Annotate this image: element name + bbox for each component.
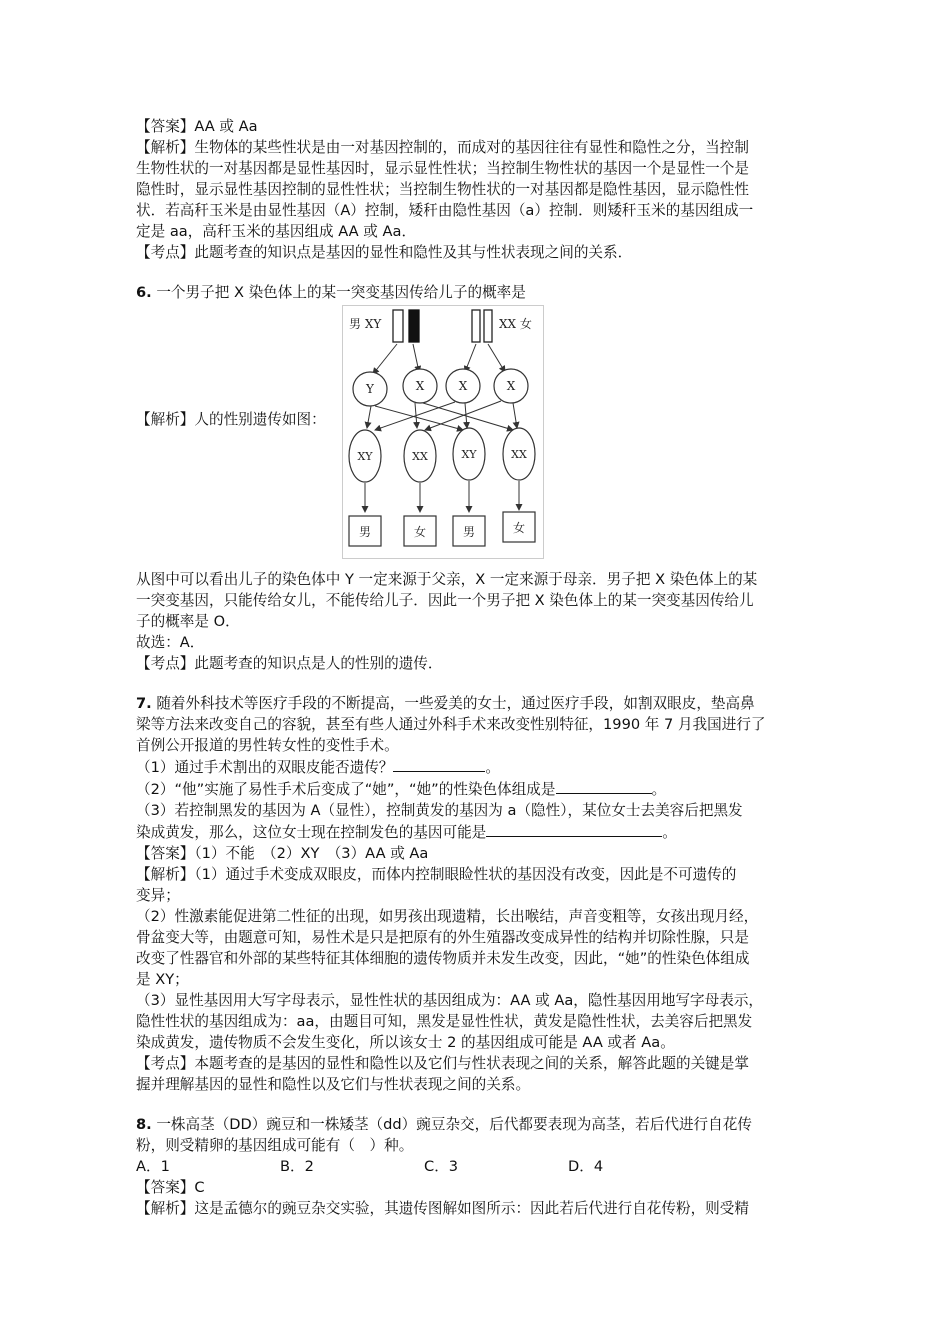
q7-analysis-line: 是 XY； bbox=[136, 971, 189, 988]
q6-choice: 故选：A． bbox=[136, 634, 205, 651]
q5-analysis-line: 生物性状的一对基因都是显性基因时，显示显性性状；当控制生物性状的基因一个是显性一个是 bbox=[136, 160, 749, 177]
q7-sub2-text: （2）“他”实施了易性手术后变成了“她”，“她”的性染色体组成是 bbox=[136, 781, 556, 798]
answer-blank bbox=[393, 756, 485, 772]
document-content bbox=[136, 116, 826, 1219]
q7-analysis-line: 改变了性器官和外部的某些特征其体细胞的遗传物质并未发生改变，因此，“她”的性染色体组成 bbox=[136, 950, 750, 967]
q5-answer: 【答案】AA 或 Aa bbox=[136, 118, 258, 135]
answer-blank bbox=[486, 821, 662, 837]
q6-number: 6. bbox=[136, 284, 152, 301]
child-label: 男 bbox=[358, 525, 372, 539]
q8-number: 8. bbox=[136, 1116, 152, 1133]
q5-analysis-line: 定是 aa，高秆玉米的基因组成 AA 或 Aa． bbox=[136, 223, 417, 240]
q7-sub1 bbox=[136, 756, 826, 778]
sex-inheritance-diagram bbox=[342, 305, 544, 559]
zygote-label: XX bbox=[412, 450, 428, 463]
q7-number: 7. bbox=[136, 695, 152, 712]
q7-stem-line: 梁等方法来改变自己的容貌，甚至有些人通过外科手术来改变性别特征，1990 年 7 月我国进行了 bbox=[136, 716, 766, 733]
gamete-label: X bbox=[415, 379, 425, 393]
q8-stem bbox=[136, 1114, 826, 1135]
option-d: D．4 bbox=[568, 1158, 604, 1175]
q7-point: 【考点】本题考查的是基因的显性和隐性以及它们与性状表现之间的关系，解答此题的关键是掌 bbox=[136, 1055, 749, 1072]
q6-analysis-line: 一突变基因，只能传给女儿，不能传给儿子．因此一个男子把 X 染色体上的某一突变基因传给儿 bbox=[136, 592, 754, 609]
q7-analysis-line: （2）性激素能促进第二性征的出现，如男孩出现遗精，长出喉结，声音变粗等，女孩出现月经， bbox=[136, 908, 759, 925]
q7-point-line: 握并理解基因的显性和隐性以及它们与性状表现之间的关系。 bbox=[136, 1076, 531, 1093]
q7-sub3-cont bbox=[136, 821, 826, 843]
q5-analysis-line: 隐性时，显示显性基因控制的显性性状；当控制生物性状的一对基因都是隐性基因，显示隐性性 bbox=[136, 181, 749, 198]
q7-analysis-line: 变异； bbox=[136, 887, 180, 904]
child-label: 男 bbox=[462, 525, 476, 539]
q7-sub2-end: 。 bbox=[651, 781, 667, 798]
q7-analysis-line: 骨盆变大等，由题意可知，易性术是只是把原有的外生殖器改变成异性的结构并切除性腺，只是 bbox=[136, 929, 749, 946]
q5-point: 【考点】此题考查的知识点是基因的显性和隐性及其与性状表现之间的关系． bbox=[136, 244, 633, 261]
q7-sub1-end: 。 bbox=[485, 759, 500, 776]
gamete-label: X bbox=[458, 379, 468, 393]
chromosome-x-female-1 bbox=[472, 310, 480, 342]
q6-analysis-line: 从图中可以看出儿子的染色体中 Y 一定来源于父亲，X 一定来源于母亲．男子把 X 染色体上的某 bbox=[136, 571, 758, 588]
answer-blank bbox=[556, 778, 652, 794]
q7-sub2 bbox=[136, 778, 826, 800]
chromosome-x-female-2 bbox=[484, 310, 492, 342]
q7-sub1-text: （1）通过手术割出的双眼皮能否遗传？ bbox=[136, 759, 394, 776]
q6-point: 【考点】此题考查的知识点是人的性别的遗传． bbox=[136, 655, 443, 672]
q7-sub3-text: 染成黄发，那么，这位女士现在控制发色的基因可能是 bbox=[136, 824, 487, 841]
q8-stem-line: 粉，则受精卵的基因组成可能有（ ）种。 bbox=[136, 1137, 414, 1154]
q7-answer: 【答案】（1）不能 （2）XY （3）AA 或 Aa bbox=[136, 845, 429, 862]
q8-answer: 【答案】C bbox=[136, 1179, 205, 1196]
q5-analysis-line: 【解析】生物体的某些性状是由一对基因控制的，而成对的基因往往有显性和隐性之分，当控制 bbox=[136, 139, 749, 156]
zygote-label: XX bbox=[511, 448, 527, 461]
q6-analysis-line: 子的概率是 O． bbox=[136, 613, 240, 630]
female-parent-label: XX 女 bbox=[499, 317, 532, 331]
q8-analysis: 【解析】这是孟德尔的豌豆杂交实验，其遗传图解如图所示：因此若后代进行自花传粉，则受精 bbox=[136, 1200, 749, 1217]
option-c: C．3 bbox=[424, 1158, 459, 1175]
zygote-label: XY bbox=[461, 448, 477, 461]
zygote-label: XY bbox=[357, 450, 373, 463]
chromosome-y-male bbox=[409, 310, 419, 342]
q6-stem bbox=[136, 282, 826, 303]
q7-sub3: （3）若控制黑发的基因为 A（显性），控制黄发的基因为 a（隐性），某位女士去美容后把黑发 bbox=[136, 802, 743, 819]
q6-figure-label: 【解析】人的性别遗传如图： bbox=[136, 411, 326, 428]
q6-figure-row bbox=[136, 305, 826, 563]
q8-stem-text: 一株高茎（DD）豌豆和一株矮茎（dd）豌豆杂交，后代都要表现为高茎，若后代进行自花传 bbox=[151, 1116, 752, 1133]
q7-stem-line: 首例公开报道的男性转女性的变性手术。 bbox=[136, 737, 399, 754]
q7-stem-text: 随着外科技术等医疗手段的不断提高，一些爱美的女士，通过医疗手段，如割双眼皮，垫高鼻 bbox=[151, 695, 755, 712]
q8-options bbox=[136, 1156, 826, 1177]
option-b: B．2 bbox=[280, 1158, 314, 1175]
q7-analysis-line: （3）显性基因用大写字母表示，显性性状的基因组成为：AA 或 Aa，隐性基因用地写字母表示， bbox=[136, 992, 764, 1009]
q6-stem-text: 一个男子把 X 染色体上的某一突变基因传给儿子的概率是 bbox=[151, 284, 526, 301]
option-a: A．1 bbox=[136, 1158, 170, 1175]
q5-analysis-line: 状．若高秆玉米是由显性基因（A）控制，矮秆由隐性基因（a）控制．则矮秆玉米的基因组成一 bbox=[136, 202, 754, 219]
gamete-label: Y bbox=[366, 382, 374, 396]
child-label: 女 bbox=[413, 525, 427, 539]
chromosome-x-male bbox=[393, 310, 403, 342]
gamete-label: X bbox=[506, 379, 516, 393]
child-label: 女 bbox=[512, 521, 526, 535]
q7-analysis-line: 染成黄发，遗传物质不会发生变化，所以该女士 2 的基因组成可能是 AA 或者 Aa。 bbox=[136, 1034, 675, 1051]
q7-sub3-end: 。 bbox=[662, 824, 677, 841]
q7-analysis-line: 隐性性状的基因组成为：aa，由题目可知，黑发是显性性状，黄发是隐性性状，去美容后把黑发 bbox=[136, 1013, 753, 1030]
q7-analysis-line: 【解析】（1）通过手术变成双眼皮，而体内控制眼睑性状的基因没有改变，因此是不可遗传的 bbox=[136, 866, 737, 883]
male-parent-label: 男 XY bbox=[349, 317, 382, 331]
q7-stem bbox=[136, 693, 826, 714]
